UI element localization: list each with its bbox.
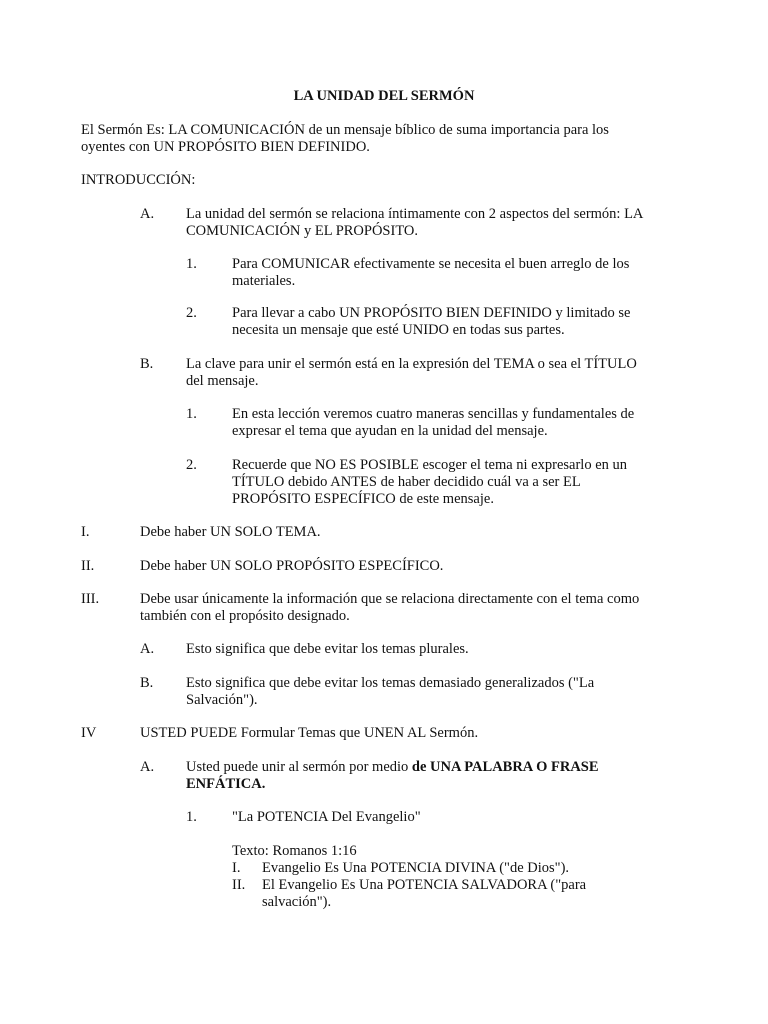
intro-b-item-2-label: 2. [186,457,197,473]
section-iv-a-bold-1: de UNA PALABRA O FRASE [411,759,599,775]
texto-reference: Texto: Romanos 1:16 [232,843,357,859]
intro-a-item-2-line-1: Para llevar a cabo UN PROPÓSITO BIEN DEFINIDO y limitado se [232,305,631,321]
section-i-label: I. [81,524,90,540]
intro-b-text [186,356,637,390]
intro-a-item-1-line-2: materiales. [232,273,296,289]
point-i-text: Evangelio Es Una POTENCIA DIVINA ("de Dios"). [262,860,570,876]
section-iii-b-label: B. [140,675,154,691]
intro-a-label: A. [140,206,155,222]
intro-a-item-2-line-2: necesita un mensaje que esté UNIDO en todas sus partes. [232,322,565,338]
section-iv-label: IV [81,725,97,741]
intro-a-item-2-text [232,305,630,339]
section-iv-item-1-text: "La POTENCIA Del Evangelio" [232,809,421,825]
intro-b-label: B. [140,356,154,372]
introduccion-heading: INTRODUCCIÓN: [81,172,196,188]
intro-b-item-1-line-2: expresar el tema que ayudan en la unidad del mensaje. [232,423,548,439]
point-ii-text [262,877,586,911]
definition-line-1: El Sermón Es: LA COMUNICACIÓN de un mensaje bíblico de suma importancia para los [81,122,609,138]
point-ii-num: II. [232,877,246,893]
intro-b-item-2-text [232,457,627,508]
intro-b-item-1-label: 1. [186,406,197,422]
section-ii-text: Debe haber UN SOLO PROPÓSITO ESPECÍFICO. [140,558,444,574]
intro-a-item-1-line-1: Para COMUNICAR efectivamente se necesita el buen arreglo de los [232,256,630,272]
intro-b-line-2: del mensaje. [186,373,259,389]
intro-a-text [186,206,643,240]
intro-b-line-1: La clave para unir el sermón está en la expresión del TEMA o sea el TÍTULO [186,356,637,372]
section-iv-a-bold-2: ENFÁTICA. [186,776,266,792]
intro-a-line-2: COMUNICACIÓN y EL PROPÓSITO. [186,223,419,239]
section-i-text: Debe haber UN SOLO TEMA. [140,524,321,540]
section-iv-a-label: A. [140,759,155,775]
intro-b-item-2-line-3: PROPÓSITO ESPECÍFICO de este mensaje. [232,491,494,507]
point-i-num: I. [232,860,241,876]
section-iii-b-line-2: Salvación"). [186,692,258,708]
section-iv-a-plain: Usted puede unir al sermón por medio [186,759,412,775]
section-iii-b-text [186,675,594,709]
intro-b-item-1-text [232,406,634,440]
intro-b-item-1-line-1: En esta lección veremos cuatro maneras sencillas y fundamentales de [232,406,635,422]
section-iv-text: USTED PUEDE Formular Temas que UNEN AL Sermón. [140,725,479,741]
intro-a-item-1-text [232,256,629,290]
section-iii-line-2: también con el propósito designado. [140,608,350,624]
intro-a-item-2-label: 2. [186,305,197,321]
definition-line-2: oyentes con UN PROPÓSITO BIEN DEFINIDO. [81,139,370,155]
section-ii-label: II. [81,558,95,574]
section-iii-text [140,591,639,625]
sermon-definition [81,122,609,156]
section-iv-a-line-1 [186,759,599,776]
intro-b-item-2-line-1: Recuerde que NO ES POSIBLE escoger el tema ni expresarlo en un [232,457,628,473]
section-iii-a-text: Esto significa que debe evitar los temas plurales. [186,641,469,657]
section-iii-b-line-1: Esto significa que debe evitar los temas demasiado generalizados ("La [186,675,595,691]
point-ii-line-2: salvación"). [262,894,332,910]
section-iv-a-text [186,759,599,793]
intro-a-item-1-label: 1. [186,256,197,272]
intro-b-item-2-line-2: TÍTULO debido ANTES de haber decidido cuál va a ser EL [232,474,581,490]
section-iv-item-1-label: 1. [186,809,197,825]
section-iii-a-label: A. [140,641,155,657]
document-title: LA UNIDAD DEL SERMÓN [293,88,475,104]
point-ii-line-1: El Evangelio Es Una POTENCIA SALVADORA ("para [262,877,587,893]
intro-a-line-1: La unidad del sermón se relaciona íntimamente con 2 aspectos del sermón: LA [186,206,644,222]
section-iii-line-1: Debe usar únicamente la información que se relaciona directamente con el tema como [140,591,640,607]
section-iii-label: III. [81,591,100,607]
